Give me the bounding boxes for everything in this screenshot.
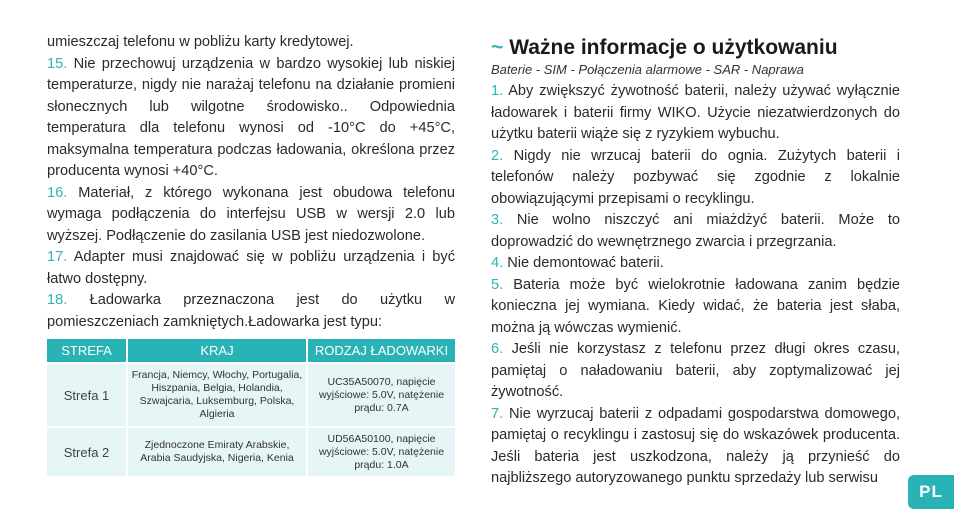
list-item xyxy=(47,247,455,290)
list-item xyxy=(491,81,900,146)
zone-cell: Strefa 1 xyxy=(47,363,127,427)
section-title: Ważne informacje o użytkowaniu xyxy=(509,36,838,59)
item-number: 18. xyxy=(47,292,68,308)
list-item xyxy=(491,275,900,340)
table-row xyxy=(47,363,455,427)
item-number: 2. xyxy=(491,147,504,164)
charger-cell: UC35A50070, napięcie wyjściowe: 5.0V, natężenie prądu: 0.7A xyxy=(307,363,455,427)
item-text: Bateria może być wielokrotnie ładowana zanim będzie konieczna jej wymiana. Kiedy widać, że bateria jest słaba, można ją wówczas wymienić. xyxy=(491,276,900,336)
charger-cell: UD56A50100, napięcie wyjściowe: 5.0V, natężenie prądu: 1.0A xyxy=(307,427,455,476)
item-text: Nie demontować baterii. xyxy=(507,255,664,271)
item-number: 7. xyxy=(491,405,504,422)
list-item xyxy=(491,146,900,211)
item-number: 5. xyxy=(491,276,504,293)
item-number: 15. xyxy=(47,55,68,72)
right-column xyxy=(491,36,900,490)
list-item xyxy=(47,290,455,333)
list-item xyxy=(47,54,455,183)
item-number: 16. xyxy=(47,184,68,201)
list-item xyxy=(491,210,900,253)
item-number: 4. xyxy=(491,255,504,271)
header-country: KRAJ xyxy=(127,339,307,363)
item-number: 6. xyxy=(491,341,504,357)
item-text: Nigdy nie wrzucaj baterii do ognia. Zużytych baterii i telefonów należy pozbywać się zgodnie z lokalnie obowiązującymi przepisami o recyklingu. xyxy=(491,147,900,207)
item-number: 17. xyxy=(47,249,68,265)
section-subtitle: Baterie - SIM - Połączenia alarmowe - SAR - Naprawa xyxy=(491,62,804,77)
table-row xyxy=(47,427,455,476)
tilde-mark: ~ xyxy=(491,36,504,59)
item-number: 1. xyxy=(491,83,504,99)
list-item xyxy=(491,404,900,490)
list-item xyxy=(47,183,455,248)
item-text: Materiał, z którego wykonana jest obudowa telefonu wymaga podłączenia do interfejsu USB w wersji 2.0 lub wyższej. Podłączenie do zasilania USB jest niedozwolone. xyxy=(47,184,455,244)
item-text: Jeśli nie korzystasz z telefonu przez długi okres czasu, pamiętaj o naładowaniu baterii, aby zoptymalizować jej żywotność. xyxy=(491,341,900,400)
header-zone: STREFA xyxy=(47,339,127,363)
item-text: Nie przechowuj urządzenia w bardzo wysokiej lub niskiej temperaturze, nigdy nie narażaj telefonu na działanie promieni słonecznych lub wilgotne środowisko.. Odpowiednia temperatura dla telefonu wynosi od -10°C do +45°C, maksymalna temperatura podczas ładowania, określona przez producenta wynosi +40°C. xyxy=(47,55,455,179)
section-heading xyxy=(491,36,900,60)
item-text: Ładowarka przeznaczona jest do użytku w pomieszczeniach zamkniętych.Ładowarka jest typu: xyxy=(47,292,455,330)
table-header-row xyxy=(47,339,455,363)
list-item xyxy=(491,253,900,275)
item-text: Adapter musi znajdować się w pobliżu urządzenia i być łatwo dostępny. xyxy=(47,249,456,287)
list-item xyxy=(491,339,900,404)
countries-cell: Zjednoczone Emiraty Arabskie, Arabia Saudyjska, Nigeria, Kenia xyxy=(127,427,307,476)
item-text: Aby zwiększyć żywotność baterii, należy używać wyłącznie ładowarek i baterii firmy WIKO. Użycie niezatwierdzonych do użytku baterii wiąże się z ryzykiem wybuchu. xyxy=(491,83,901,142)
countries-cell: Francja, Niemcy, Włochy, Portugalia, Hiszpania, Belgia, Holandia, Szwajcaria, Luksemburg, Polska, Algieria xyxy=(127,363,307,427)
charger-table xyxy=(47,339,455,476)
header-charger-type: RODZAJ ŁADOWARKI xyxy=(307,339,455,363)
item-text: Nie wolno niszczyć ani miażdżyć baterii. Może to doprowadzić do wewnętrznego zwarcia i przegrzania. xyxy=(491,212,900,250)
intro-text: umieszczaj telefonu w pobliżu karty kredytowej. xyxy=(47,34,354,50)
language-badge: PL xyxy=(908,475,954,509)
left-column xyxy=(47,32,455,333)
item-number: 3. xyxy=(491,212,504,228)
item-text: Nie wyrzucaj baterii z odpadami gospodarstwa domowego, pamiętaj o recyklingu i zastosuj się do wskazówek producenta. Jeśli bateria jest uszkodzona, należy ją przynieść do najbliższego autoryzowanego punktu sprzedaży lub serwisu xyxy=(491,405,900,486)
zone-cell: Strefa 2 xyxy=(47,427,127,476)
